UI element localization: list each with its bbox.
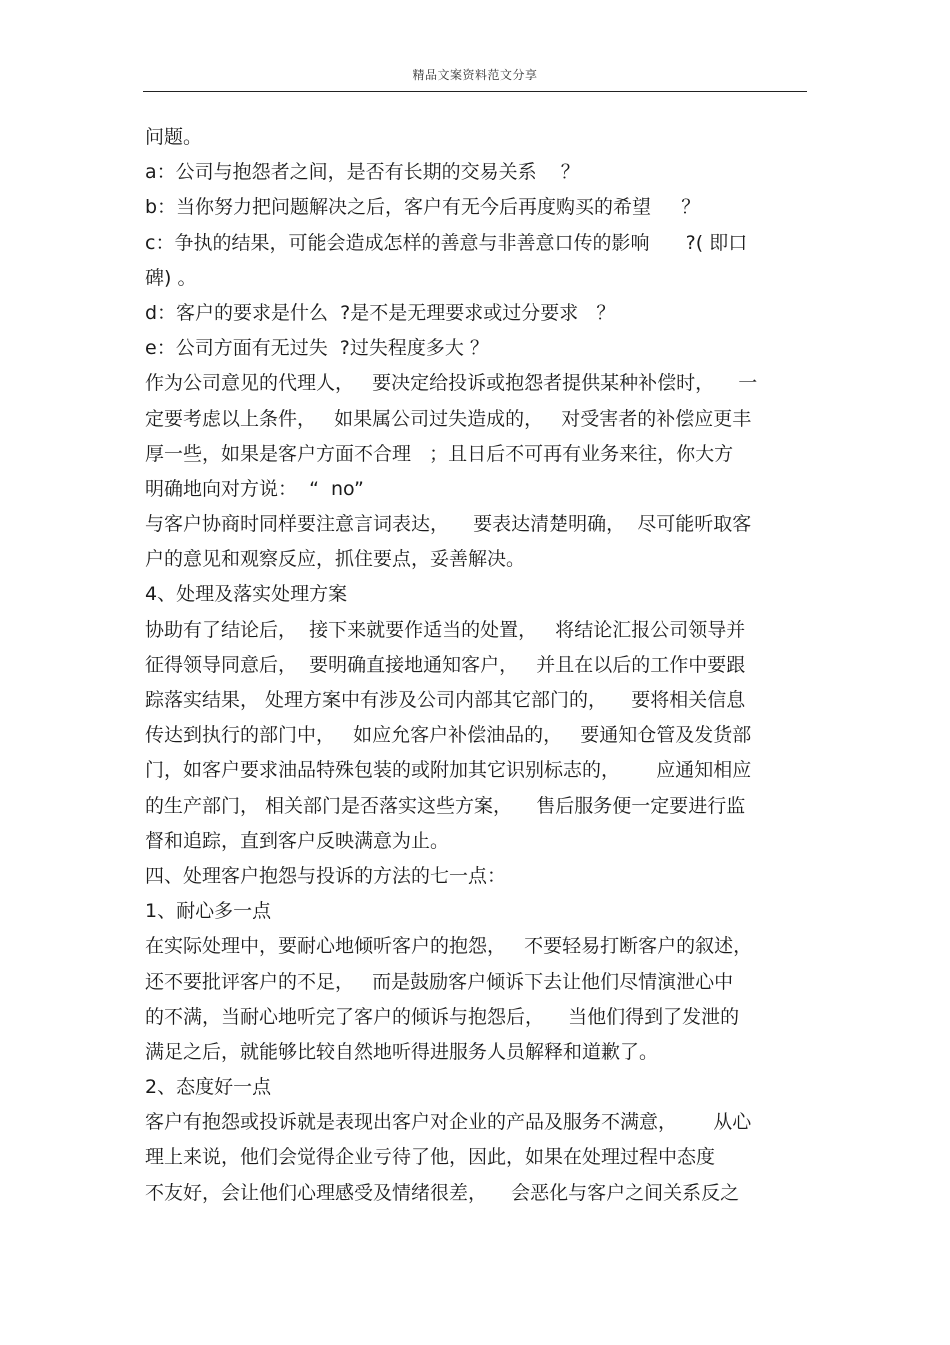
text-line: 定要考虑以上条件， 如果属公司过失造成的， 对受害者的补偿应更丰 — [145, 407, 752, 430]
text-line: 明确地向对方说： “ no” — [145, 477, 364, 500]
section-heading: 四、处理客户抱怨与投诉的方法的七一点： — [145, 864, 507, 887]
text-line: 踪落实结果， 处理方案中有涉及公司内部其它部门的， 要将相关信息 — [145, 689, 746, 711]
section-heading: 2、态度好一点 — [145, 1076, 272, 1099]
text-line: 的生产部门， 相关部门是否落实这些方案， 售后服务便一定要进行监 — [145, 794, 746, 817]
text-line: 客户有抱怨或投诉就是表现出客户对企业的产品及服务不满意， 从心 — [145, 1111, 752, 1134]
text-line: 理上来说，他们会觉得企业亏待了他，因此，如果在处理过程中态度 — [145, 1146, 716, 1169]
text-line: c：争执的结果，可能会造成怎样的善意与非善意口传的影响 ?( 即口 — [145, 231, 748, 254]
text-line: 传达到执行的部门中， 如应允客户补偿油品的， 要通知仓管及发货部 — [145, 724, 752, 747]
section-heading: 1、耐心多一点 — [145, 900, 272, 923]
text-line: 与客户协商时同样要注意言词表达， 要表达清楚明确， 尽可能听取客 — [145, 513, 752, 536]
text-line: 征得领导同意后， 要明确直接地通知客户， 并且在以后的工作中要跟 — [145, 653, 746, 676]
text-line: 还不要批评客户的不足， 而是鼓励客户倾诉下去让他们尽情演泄心中 — [145, 970, 734, 993]
text-line: 碑) 。 — [145, 266, 197, 289]
text-line: 问题。 — [145, 126, 203, 148]
text-line: 在实际处理中，要耐心地倾听客户的抱怨， 不要轻易打断客户的叙述， — [145, 935, 753, 958]
text-line: 不友好，会让他们心理感受及情绪很差， 会恶化与客户之间关系反之 — [145, 1181, 740, 1204]
text-line: 督和追踪，直到客户反映满意为止。 — [145, 829, 450, 852]
header-divider — [143, 91, 807, 92]
document-body — [145, 120, 810, 1211]
text-line: a：公司与抱怨者之间，是否有长期的交易关系 ？ — [145, 161, 580, 184]
page-header: 精品文案资料范文分享 — [412, 68, 538, 82]
text-line: b：当你努力把问题解决之后，客户有无今后再度购买的希望 ？ — [145, 196, 701, 219]
text-line: 协助有了结论后， 接下来就要作适当的处置， 将结论汇报公司领导并 — [145, 618, 746, 641]
text-line: 厚一些，如果是客户方面不合理 ；且日后不可再有业务来往，你大方 — [145, 442, 734, 465]
text-line: d：客户的要求是什么 ?是不是无理要求或过分要求 ？ — [145, 301, 616, 324]
text-line: 门，如客户要求油品特殊包装的或附加其它识别标志的， 应通知相应 — [145, 759, 752, 782]
text-line: 的不满，当耐心地听完了客户的倾诉与抱怨后， 当他们得到了发泄的 — [145, 1005, 740, 1028]
text-line: 户的意见和观察反应，抓住要点，妥善解决。 — [145, 548, 526, 571]
text-line: 作为公司意见的代理人， 要决定给投诉或抱怨者提供某种补偿时， 一 — [145, 372, 758, 395]
text-line: e：公司方面有无过失 ?过失程度多大 ？ — [145, 337, 489, 360]
text-line: 满足之后，就能够比较自然地听得进服务人员解释和道歉了。 — [145, 1040, 659, 1063]
section-heading: 4、处理及落实处理方案 — [145, 583, 348, 606]
